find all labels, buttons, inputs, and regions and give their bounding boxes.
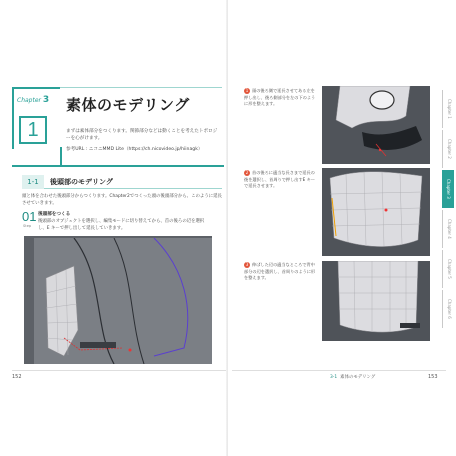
- instruction-3-text: 伸ばした辺の適当なところで背中部分の辺を選択し、首周りのように形を整えます。: [244, 262, 316, 280]
- instruction-2-text: 首の後ろに適当な長さまで延長の後を選択し、首周りで押し出すE キーで延長させます。: [244, 170, 315, 188]
- tab-chapter-4[interactable]: Chapter 4: [442, 210, 455, 248]
- section-header: [22, 175, 222, 189]
- right-page-number: 153: [428, 374, 438, 380]
- tab-chapter-2[interactable]: Chapter 2: [442, 130, 455, 168]
- left-page-number: 152: [12, 374, 22, 380]
- instruction-2: [244, 170, 318, 190]
- instruction-3: [244, 262, 318, 282]
- chapter-label: [17, 95, 49, 105]
- chapter-title: 素体のモデリング: [66, 96, 190, 114]
- running-section-number: 3-1: [330, 375, 338, 380]
- tab-chapter-6[interactable]: Chapter 6: [442, 290, 455, 328]
- section-number: 1-1: [22, 175, 44, 189]
- section-title: 後頭部のモデリング: [50, 178, 113, 186]
- chapter-label-word: Chapter: [17, 97, 41, 104]
- instruction-1-badge: 1: [245, 88, 249, 93]
- mesh-illustration-2: [322, 86, 430, 164]
- chapter-intro: まずは素体部分をつくります。関節部分などは動くことを考えたトポロジーを心がけます。: [66, 129, 218, 141]
- blender-screenshot-1: [24, 236, 212, 364]
- section-rule: [44, 188, 222, 189]
- chapter-label-number: 3: [42, 95, 50, 105]
- mesh-illustration-1: [34, 238, 212, 364]
- instruction-1: [244, 88, 318, 108]
- blender-screenshot-3: [322, 168, 430, 256]
- step-number: 01: [22, 209, 37, 224]
- tab-chapter-3[interactable]: Chapter 3: [442, 170, 454, 208]
- chapter-vertical-rule: [60, 147, 62, 167]
- mesh-illustration-3: [322, 168, 430, 256]
- step-text: 後頭部のオブジェクトを選択し、編集モードに切り替えてから、首の後ろの辺を選択し、E キーで押し出して延長していきます。: [38, 219, 205, 231]
- instruction-2-badge: 2: [245, 170, 249, 175]
- step-heading: 後頭部をつくる: [38, 212, 71, 217]
- tab-chapter-5[interactable]: Chapter 5: [442, 250, 455, 288]
- running-section-title: 素体のモデリング: [340, 375, 376, 380]
- mesh-illustration-4: [322, 261, 430, 341]
- running-footer: [330, 374, 375, 380]
- instruction-1-text: 頭の後ろ側で延長させてある左を押し出し、後ろ側部分を左の下のように形を整えます。: [244, 88, 316, 106]
- chapter-number-box: 1: [19, 116, 47, 144]
- reference-url: 参考URL : ニコニMMD Lite（https://ch.nicovideo.jp/hiinagk）: [66, 147, 203, 152]
- step-word: Step: [23, 224, 32, 228]
- 3d-viewport: [34, 238, 212, 364]
- blender-screenshot-4: [322, 261, 430, 341]
- right-bottom-rule: [232, 370, 446, 371]
- left-bottom-rule: [12, 370, 226, 371]
- section-body: 頭と体を合わせた後頭部分からつくります。Chapter2でつくった頭の後頭部分から、このように延長させていきます。: [22, 194, 222, 206]
- instruction-3-badge: 3: [245, 262, 249, 267]
- chapter-bottom-rule: [12, 165, 224, 167]
- tab-chapter-1[interactable]: Chapter 1: [442, 90, 455, 128]
- blender-screenshot-2: [322, 86, 430, 164]
